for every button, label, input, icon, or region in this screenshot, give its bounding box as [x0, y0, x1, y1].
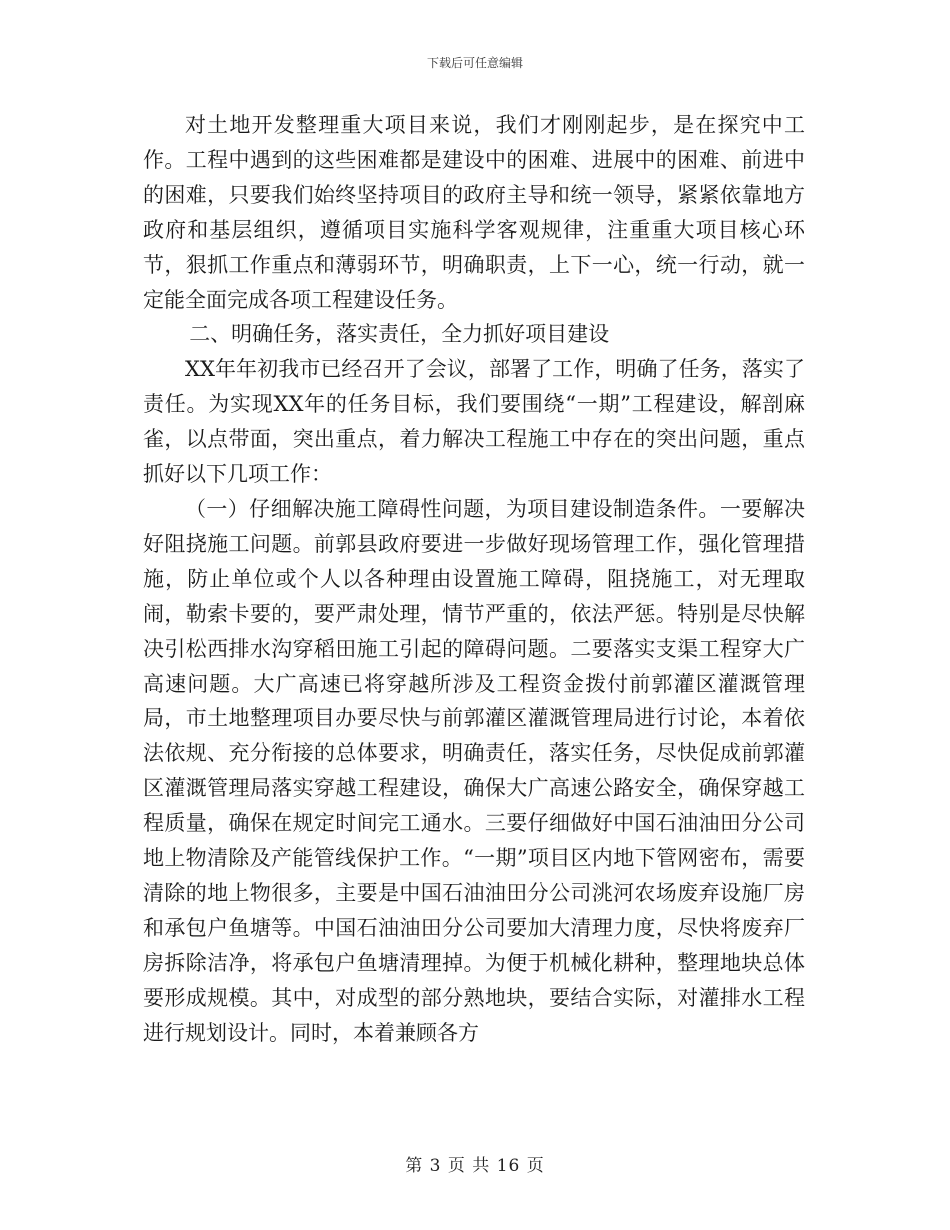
page-header: 下载后可任意编辑 — [426, 56, 523, 70]
paragraph: 对土地开发整理重大项目来说，我们才刚刚起步，是在探究中工作。工程中遇到的这些困难都是建设中的困难、进展中的困难、前进中的困难，只要我们始终坚持项目的政府主导和统一领导，紧紧依靠地方政府和基层组织，遵循项目实施科学客观规律，注重重大项目核心环节，狠抓工作重点和薄弱环节，明确职责，上下一心，统一行动，就一定能全面完成各项工程建设任务。 — [143, 113, 805, 312]
document-body — [143, 108, 805, 1050]
page-number: 第 3 页 共 16 页 — [405, 1156, 545, 1176]
section-heading: 二、明确任务，落实责任，全力抓好项目建设 — [189, 322, 610, 347]
paragraph: （一）仔细解决施工障碍性问题，为项目建设制造条件。一要解决好阻挠施工问题。前郭县政府要进一步做好现场管理工作，强化管理措施，防止单位或个人以各种理由设置施工障碍，阻挠施工，对无理取闹，勒索卡要的，要严肃处理，情节严重的，依法严惩。特别是尽快解决引松西排水沟穿稻田施工引起的障碍问题。二要落实支渠工程穿大广高速问题。大广高速已将穿越所涉及工程资金拨付前郭灌区灌溉管理局，市土地整理项目办要尽快与前郭灌区灌溉管理局进行讨论，本着依法依规、充分衔接的总体要求，明确责任，落实任务，尽快促成前郭灌区灌溉管理局落实穿越工程建设，确保大广高速公路安全，确保穿越工程质量，确保在规定时间完工通水。三要仔细做好中国石油油田分公司地上物清除及产能管线保护工作。“一期”项目区内地下管网密布，需要清除的地上物很多，主要是中国石油油田分公司洮河农场废弃设施厂房和承包户鱼塘等。中国石油油田分公司要加大清理力度，尽快将废弃厂房拆除洁净，将承包户鱼塘清理掉。为便于机械化耕种，整理地块总体要形成规模。其中，对成型的部分熟地块，要结合实际，对灌排水工程进行规划设计。同时，本着兼顾各方 — [143, 496, 805, 1045]
paragraph: XX年年初我市已经召开了会议，部署了工作，明确了任务，落实了责任。为实现XX年的任务目标，我们要围绕“一期”工程建设，解剖麻雀，以点带面，突出重点，着力解决工程施工中存在的突出问题，重点抓好以下几项工作： — [143, 357, 805, 487]
